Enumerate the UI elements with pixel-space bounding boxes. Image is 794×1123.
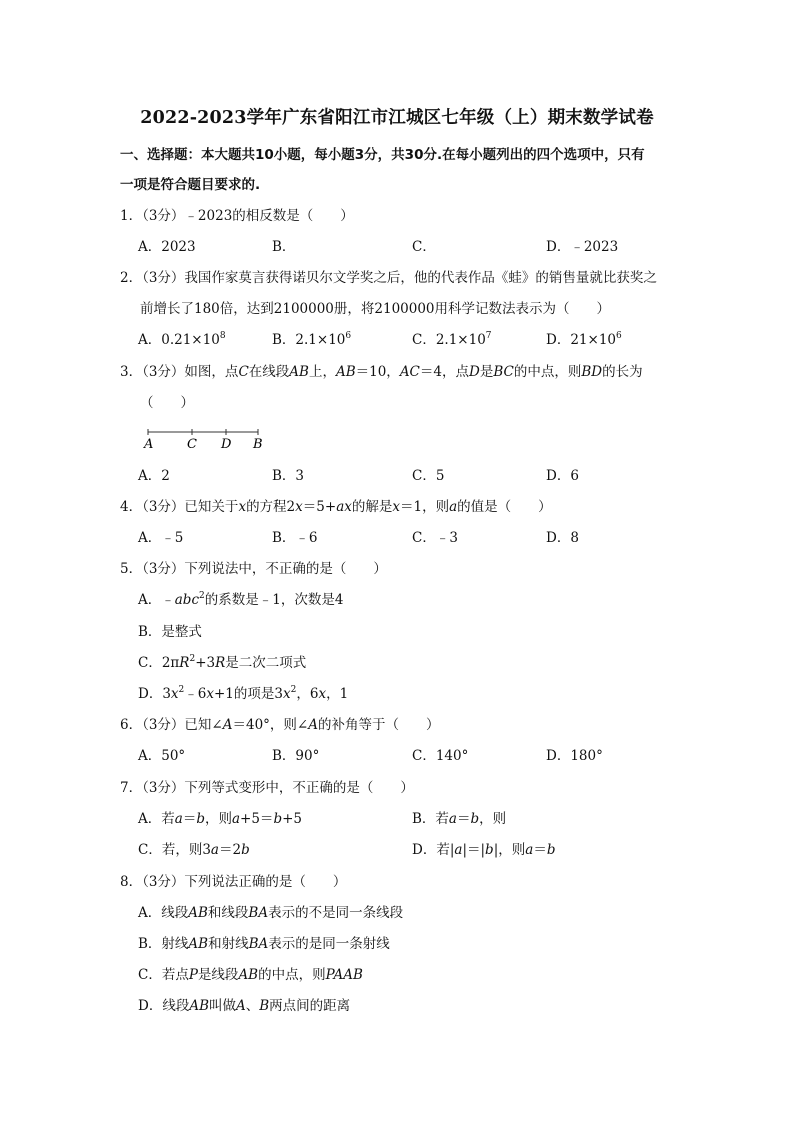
question-8-stem: 8．（3分）下列说法正确的是（ ） (120, 874, 347, 890)
q1-option-b: B． (272, 239, 296, 255)
q6-option-b: B．90° (272, 748, 320, 764)
q3-option-c: C．5 (412, 468, 445, 484)
q7-option-b: B．若a＝b，则 (412, 811, 507, 827)
q5-option-b: B．是整式 (138, 624, 202, 640)
q3-option-b: B．3 (272, 468, 305, 484)
section-line-2: 一项是符合题目要求的. (120, 177, 261, 193)
q7-option-a: A．若a＝b，则a+5＝b+5 (138, 811, 302, 827)
question-2-stem-line-2: 前增长了180倍，达到2100000册，将2100000用科学记数法表示为（ ） (140, 301, 611, 317)
question-6-stem: 6．（3分）已知∠A＝40°，则∠A的补角等于（ ） (120, 717, 440, 733)
question-4-stem: 4．（3分）已知关于x的方程2x＝5+ax的解是x＝1，则a的值是（ ） (120, 499, 552, 515)
q2-option-c: C．$2.1\times 10^7$ (412, 331, 492, 348)
point-label-b: B (253, 437, 263, 452)
section-header (120, 140, 690, 200)
q1-option-a: A．2023 (138, 239, 196, 255)
question-5-stem: 5．（3分）下列说法中，不正确的是（ ） (120, 561, 387, 577)
q8-option-d: D．线段AB叫做A、B两点间的距离 (138, 998, 351, 1014)
q6-option-a: A．50° (138, 748, 186, 764)
point-label-d: D (221, 437, 232, 452)
q5-option-d: D．$3x^2﹣6x+1$的项是$3x^2$，6x，1 (138, 685, 349, 702)
q1-option-c: C． (412, 239, 436, 255)
q8-option-c: C．若点P是线段AB的中点，则PAAB (138, 967, 363, 983)
q2-option-d: D．$21\times 10^6$ (546, 331, 622, 348)
q8-option-a: A．线段AB和线段BA表示的不是同一条线段 (138, 905, 404, 921)
line-segment-figure (140, 426, 270, 456)
question-2-stem-line-1: 2．（3分）我国作家莫言获得诺贝尔文学奖之后，他的代表作品《蛙》的销售量就比获奖之 (120, 270, 657, 286)
q7-option-c: C．若，则3a＝2b (138, 842, 250, 858)
point-label-a: A (144, 437, 154, 452)
exam-title: 2022-2023学年广东省阳江市江城区七年级（上）期末数学试卷 (140, 108, 654, 128)
q2-option-b: B．$2.1\times 10^6$ (272, 331, 352, 348)
q5-option-a: A．﹣abc$^2$的系数是﹣1，次数是4 (138, 591, 344, 608)
section-line-1: 一、选择题：本大题共10小题，每小题3分，共30分.在每小题列出的四个选项中，只有 (120, 147, 645, 163)
q3-option-d: D．6 (546, 468, 579, 484)
question-7-stem: 7．（3分）下列等式变形中，不正确的是（ ） (120, 780, 414, 796)
q5-option-c: C．$2\pi R^2+3R$是二次二项式 (138, 654, 307, 671)
q6-option-d: D．180° (546, 748, 603, 764)
q2-option-a: A．$0.21\times 10^8$ (138, 331, 226, 348)
q8-option-b: B．射线AB和射线BA表示的是同一条射线 (138, 936, 390, 952)
q1-option-d: D．﹣2023 (546, 239, 619, 255)
question-1-stem: 1．（3分）﹣2023的相反数是（ ） (120, 208, 354, 224)
question-3-stem-line-1: 3．（3分）如图，点C在线段AB上，AB＝10，AC＝4，点D是BC的中点，则BD的长为 (120, 364, 643, 380)
point-label-c: C (187, 437, 197, 452)
question-3-stem-line-2: （ ） (140, 395, 194, 411)
q3-option-a: A．2 (138, 468, 170, 484)
q4-option-c: C．﹣3 (412, 530, 458, 546)
q7-option-d: D．若|a|＝|b|，则a＝b (412, 842, 556, 858)
q4-option-d: D．8 (546, 530, 579, 546)
q4-option-a: A．﹣5 (138, 530, 184, 546)
q4-option-b: B．﹣6 (272, 530, 318, 546)
q6-option-c: C．140° (412, 748, 469, 764)
